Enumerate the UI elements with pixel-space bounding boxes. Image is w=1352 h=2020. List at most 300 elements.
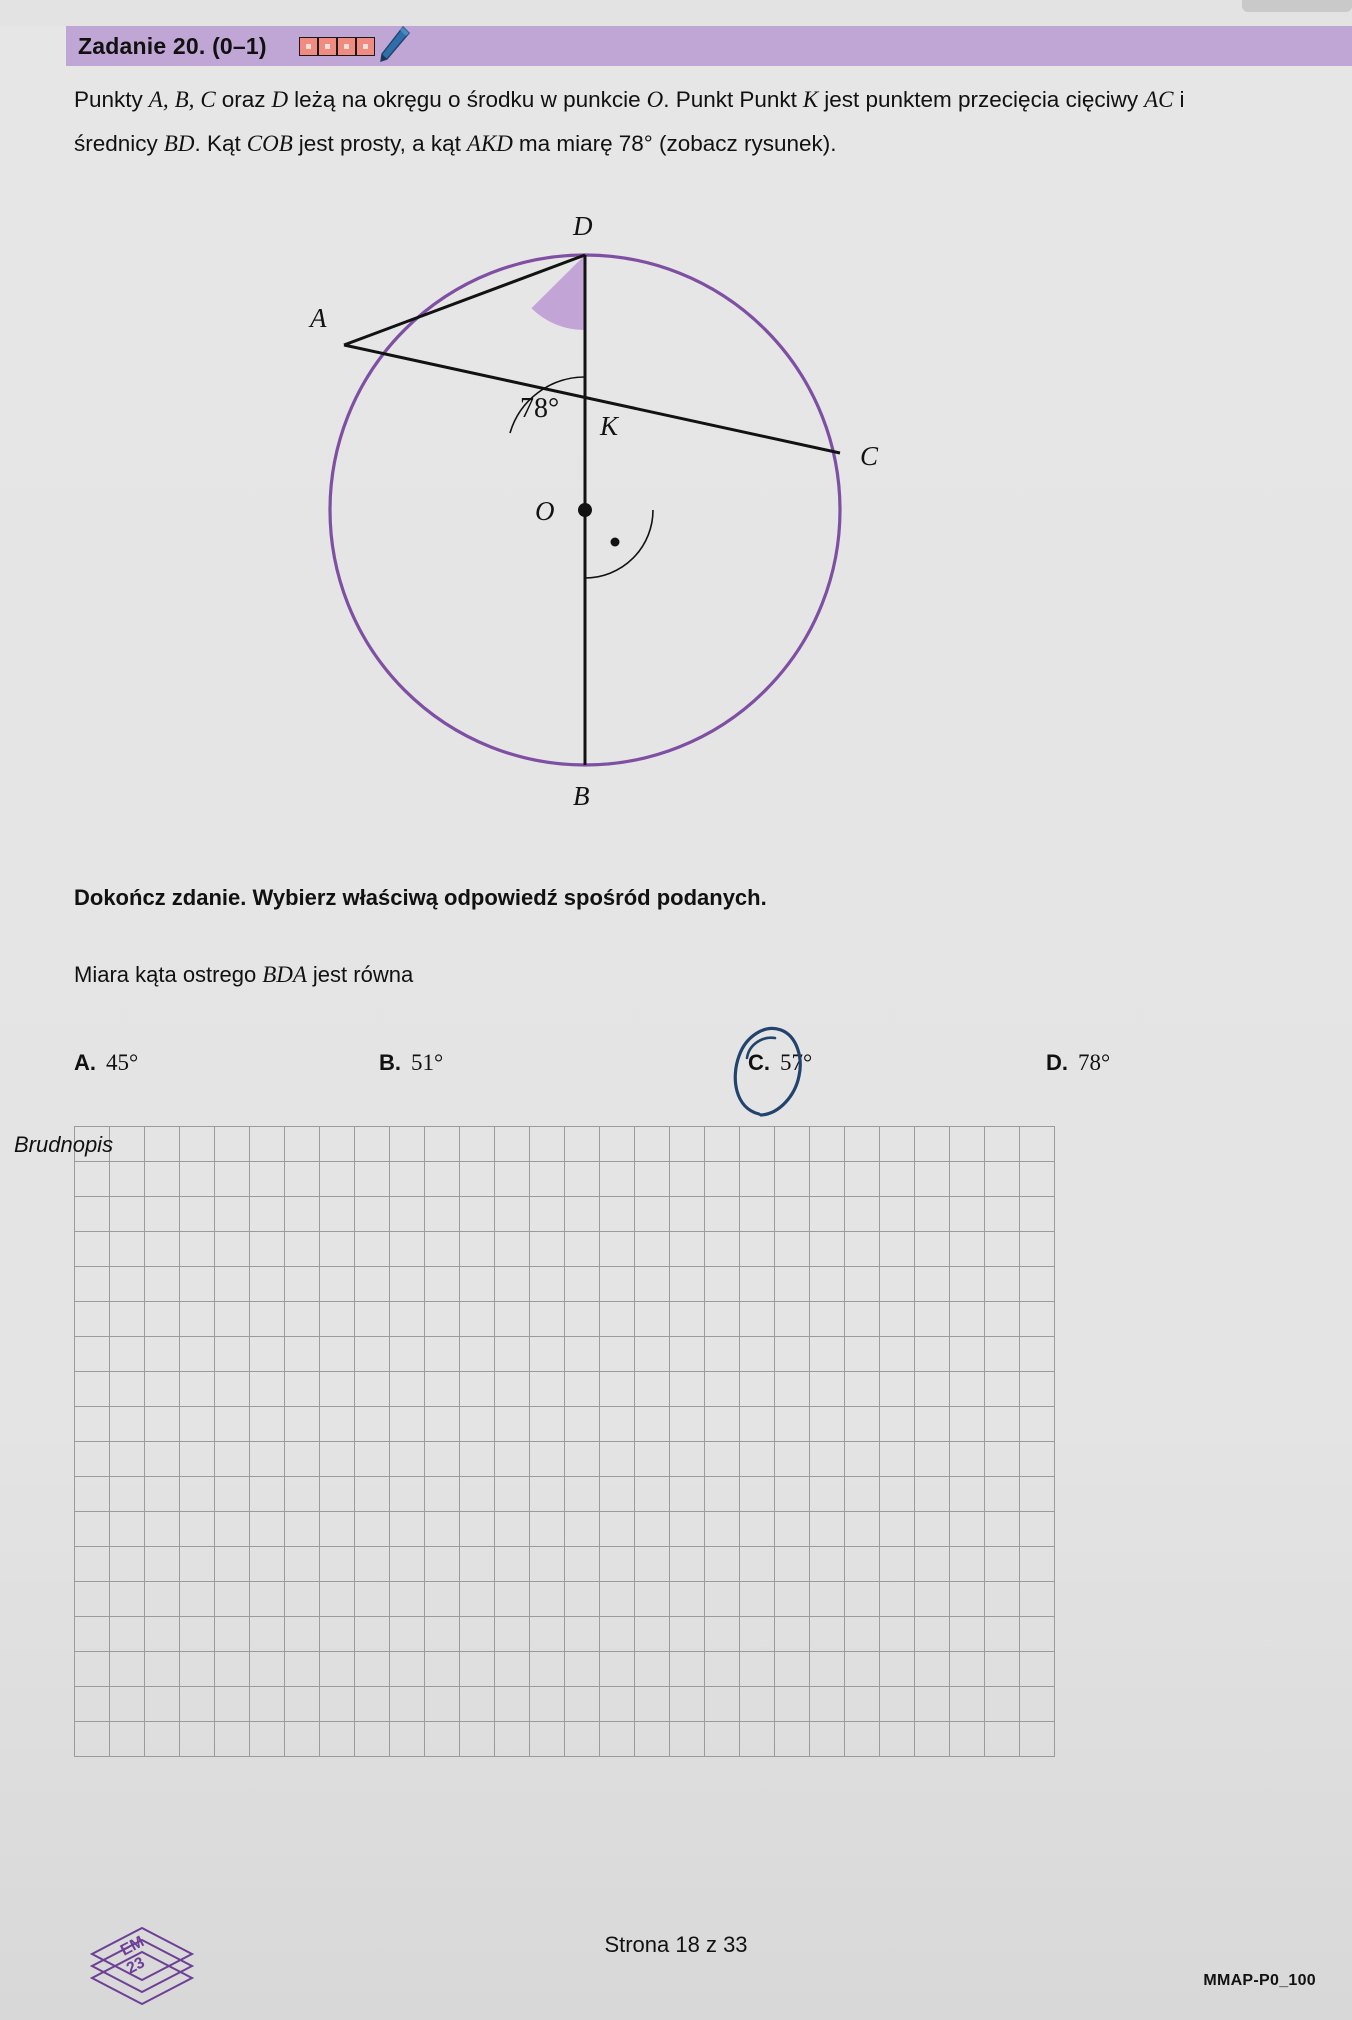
scratch-grid-cell[interactable]: [215, 1127, 250, 1162]
scratch-grid-cell[interactable]: [355, 1582, 390, 1617]
scratch-grid-cell[interactable]: [950, 1582, 985, 1617]
scratch-grid-cell[interactable]: [670, 1547, 705, 1582]
scratch-grid-cell[interactable]: [145, 1442, 180, 1477]
scratch-grid-cell[interactable]: [355, 1372, 390, 1407]
scratch-grid-cell[interactable]: [320, 1407, 355, 1442]
scratch-grid-cell[interactable]: [740, 1617, 775, 1652]
scratch-grid-cell[interactable]: [320, 1372, 355, 1407]
scratch-grid-cell[interactable]: [670, 1127, 705, 1162]
scratch-grid-cell[interactable]: [180, 1477, 215, 1512]
scratch-grid-cell[interactable]: [985, 1267, 1020, 1302]
scratch-grid-cell[interactable]: [285, 1372, 320, 1407]
scratch-grid-cell[interactable]: [390, 1442, 425, 1477]
scratch-grid-cell[interactable]: [180, 1267, 215, 1302]
scratch-grid-cell[interactable]: [460, 1512, 495, 1547]
scratch-grid-cell[interactable]: [145, 1687, 180, 1722]
scratch-grid-cell[interactable]: [215, 1512, 250, 1547]
scratch-grid-cell[interactable]: [880, 1442, 915, 1477]
scratch-grid-cell[interactable]: [775, 1407, 810, 1442]
scratch-grid-cell[interactable]: [425, 1302, 460, 1337]
scratch-grid-cell[interactable]: [390, 1267, 425, 1302]
scratch-grid-cell[interactable]: [1020, 1302, 1055, 1337]
scratch-grid-cell[interactable]: [320, 1512, 355, 1547]
scratch-grid-cell[interactable]: [565, 1232, 600, 1267]
scratch-grid-cell[interactable]: [250, 1232, 285, 1267]
scratch-grid-cell[interactable]: [460, 1232, 495, 1267]
scratch-grid-cell[interactable]: [530, 1687, 565, 1722]
scratch-grid-cell[interactable]: [250, 1197, 285, 1232]
scratch-grid-cell[interactable]: [915, 1722, 950, 1757]
scratch-grid-cell[interactable]: [425, 1127, 460, 1162]
scratch-grid-cell[interactable]: [145, 1372, 180, 1407]
scratch-grid-cell[interactable]: [215, 1232, 250, 1267]
scratch-grid-cell[interactable]: [1020, 1547, 1055, 1582]
scratch-grid-cell[interactable]: [845, 1687, 880, 1722]
scratch-grid-cell[interactable]: [845, 1722, 880, 1757]
scratch-grid-cell[interactable]: [705, 1127, 740, 1162]
scratch-grid-cell[interactable]: [565, 1547, 600, 1582]
scratch-grid-cell[interactable]: [600, 1477, 635, 1512]
scratch-grid-cell[interactable]: [880, 1267, 915, 1302]
scratch-grid-cell[interactable]: [845, 1617, 880, 1652]
scratch-grid-cell[interactable]: [635, 1617, 670, 1652]
scratch-grid-cell[interactable]: [810, 1547, 845, 1582]
scratch-grid-cell[interactable]: [530, 1127, 565, 1162]
scratch-grid-cell[interactable]: [530, 1302, 565, 1337]
scratch-grid-cell[interactable]: [180, 1617, 215, 1652]
scratch-grid-cell[interactable]: [145, 1302, 180, 1337]
scratch-grid-cell[interactable]: [670, 1267, 705, 1302]
scratch-grid-cell[interactable]: [950, 1197, 985, 1232]
scratch-grid-cell[interactable]: [845, 1582, 880, 1617]
scratch-grid-cell[interactable]: [670, 1302, 705, 1337]
scratch-grid-cell[interactable]: [425, 1267, 460, 1302]
scratch-grid-cell[interactable]: [600, 1197, 635, 1232]
scratch-grid-cell[interactable]: [810, 1477, 845, 1512]
scratch-grid-cell[interactable]: [950, 1302, 985, 1337]
scratch-grid-cell[interactable]: [705, 1162, 740, 1197]
scratch-grid-cell[interactable]: [145, 1267, 180, 1302]
scratch-grid-cell[interactable]: [390, 1337, 425, 1372]
scratch-grid-cell[interactable]: [1020, 1652, 1055, 1687]
scratch-grid-cell[interactable]: [460, 1442, 495, 1477]
scratch-grid-cell[interactable]: [880, 1722, 915, 1757]
scratch-grid-cell[interactable]: [285, 1617, 320, 1652]
scratch-grid-cell[interactable]: [880, 1197, 915, 1232]
scratch-grid-cell[interactable]: [845, 1407, 880, 1442]
scratch-grid-cell[interactable]: [915, 1232, 950, 1267]
scratch-grid-cell[interactable]: [950, 1127, 985, 1162]
scratch-grid-cell[interactable]: [495, 1582, 530, 1617]
scratch-grid-cell[interactable]: [950, 1617, 985, 1652]
scratch-grid-cell[interactable]: [390, 1722, 425, 1757]
scratch-grid-cell[interactable]: [145, 1722, 180, 1757]
scratch-grid-cell[interactable]: [215, 1617, 250, 1652]
scratch-grid-cell[interactable]: [425, 1617, 460, 1652]
scratch-grid-cell[interactable]: [320, 1582, 355, 1617]
scratch-grid-cell[interactable]: [565, 1197, 600, 1232]
scratch-grid-cell[interactable]: [670, 1162, 705, 1197]
scratch-grid-cell[interactable]: [180, 1302, 215, 1337]
scratch-grid-cell[interactable]: [600, 1162, 635, 1197]
scratch-grid-cell[interactable]: [285, 1687, 320, 1722]
scratch-grid-cell[interactable]: [985, 1337, 1020, 1372]
scratch-grid-cell[interactable]: [775, 1267, 810, 1302]
scratch-grid-cell[interactable]: [75, 1372, 110, 1407]
scratch-grid-cell[interactable]: [600, 1687, 635, 1722]
scratch-grid-cell[interactable]: [215, 1722, 250, 1757]
scratch-grid-cell[interactable]: [75, 1197, 110, 1232]
scratch-grid-cell[interactable]: [950, 1687, 985, 1722]
scratch-grid-cell[interactable]: [355, 1442, 390, 1477]
scratch-grid-cell[interactable]: [635, 1652, 670, 1687]
scratch-grid-cell[interactable]: [845, 1372, 880, 1407]
scratch-grid-cell[interactable]: [285, 1652, 320, 1687]
scratch-grid-cell[interactable]: [390, 1302, 425, 1337]
scratch-grid-cell[interactable]: [635, 1302, 670, 1337]
scratch-grid-cell[interactable]: [390, 1407, 425, 1442]
scratch-grid-cell[interactable]: [75, 1232, 110, 1267]
scratch-grid-cell[interactable]: [845, 1267, 880, 1302]
scratch-grid-cell[interactable]: [880, 1232, 915, 1267]
scratch-grid-cell[interactable]: [355, 1547, 390, 1582]
scratch-grid-cell[interactable]: [75, 1722, 110, 1757]
scratch-grid-cell[interactable]: [75, 1652, 110, 1687]
scratch-grid-cell[interactable]: [460, 1302, 495, 1337]
scratch-grid-cell[interactable]: [600, 1617, 635, 1652]
scratch-grid-cell[interactable]: [425, 1722, 460, 1757]
scratch-grid-cell[interactable]: [1020, 1197, 1055, 1232]
scratch-grid-cell[interactable]: [880, 1127, 915, 1162]
scratch-grid-cell[interactable]: [145, 1197, 180, 1232]
scratch-grid-cell[interactable]: [775, 1197, 810, 1232]
scratch-grid-cell[interactable]: [495, 1547, 530, 1582]
scratch-grid-cell[interactable]: [705, 1477, 740, 1512]
scratch-grid-cell[interactable]: [915, 1372, 950, 1407]
scratch-grid-cell[interactable]: [880, 1617, 915, 1652]
scratch-grid-cell[interactable]: [495, 1372, 530, 1407]
scratch-grid-cell[interactable]: [145, 1337, 180, 1372]
scratch-grid-cell[interactable]: [600, 1512, 635, 1547]
scratch-grid-cell[interactable]: [320, 1162, 355, 1197]
scratch-grid-cell[interactable]: [110, 1162, 145, 1197]
scratch-grid-cell[interactable]: [180, 1442, 215, 1477]
scratch-grid-cell[interactable]: [915, 1512, 950, 1547]
scratch-grid-cell[interactable]: [775, 1722, 810, 1757]
scratch-grid-cell[interactable]: [145, 1582, 180, 1617]
scratch-grid-cell[interactable]: [250, 1337, 285, 1372]
scratch-grid-cell[interactable]: [390, 1547, 425, 1582]
scratch-grid-cell[interactable]: [320, 1687, 355, 1722]
scratch-grid-cell[interactable]: [145, 1162, 180, 1197]
scratch-grid-cell[interactable]: [810, 1162, 845, 1197]
scratch-grid-cell[interactable]: [565, 1372, 600, 1407]
scratch-grid-cell[interactable]: [950, 1162, 985, 1197]
scratch-grid-cell[interactable]: [285, 1547, 320, 1582]
scratch-grid-cell[interactable]: [145, 1617, 180, 1652]
scratch-grid-cell[interactable]: [740, 1337, 775, 1372]
scratch-grid-cell[interactable]: [810, 1512, 845, 1547]
scratch-grid-cell[interactable]: [1020, 1687, 1055, 1722]
scratch-grid-cell[interactable]: [985, 1232, 1020, 1267]
score-box[interactable]: [299, 37, 318, 56]
scratch-grid-cell[interactable]: [320, 1652, 355, 1687]
scratch-grid-cell[interactable]: [635, 1582, 670, 1617]
scratch-grid-cell[interactable]: [635, 1722, 670, 1757]
scratch-grid-cell[interactable]: [880, 1372, 915, 1407]
scratch-grid-cell[interactable]: [285, 1512, 320, 1547]
scratch-grid-cell[interactable]: [600, 1547, 635, 1582]
scratch-grid-cell[interactable]: [530, 1617, 565, 1652]
scratch-grid-cell[interactable]: [775, 1582, 810, 1617]
scratch-grid-cell[interactable]: [950, 1267, 985, 1302]
scratch-grid-cell[interactable]: [390, 1477, 425, 1512]
scratch-grid-cell[interactable]: [985, 1687, 1020, 1722]
scratch-grid-cell[interactable]: [635, 1477, 670, 1512]
scratch-grid-cell[interactable]: [215, 1197, 250, 1232]
scratch-grid-cell[interactable]: [635, 1232, 670, 1267]
scratch-grid-cell[interactable]: [635, 1127, 670, 1162]
scratch-grid-cell[interactable]: [600, 1582, 635, 1617]
scratch-grid-cell[interactable]: [1020, 1162, 1055, 1197]
scratch-grid-cell[interactable]: [530, 1197, 565, 1232]
scratch-grid-cell[interactable]: [915, 1162, 950, 1197]
scratch-grid-cell[interactable]: [425, 1512, 460, 1547]
scratch-grid-cell[interactable]: [810, 1267, 845, 1302]
scratch-grid-cell[interactable]: [670, 1197, 705, 1232]
scratch-grid-cell[interactable]: [915, 1302, 950, 1337]
scratch-grid-cell[interactable]: [355, 1232, 390, 1267]
scratch-grid-cell[interactable]: [810, 1722, 845, 1757]
scratch-grid-cell[interactable]: [425, 1652, 460, 1687]
scratch-grid-cell[interactable]: [845, 1652, 880, 1687]
scratch-grid-cell[interactable]: [600, 1722, 635, 1757]
scratch-grid-cell[interactable]: [460, 1407, 495, 1442]
scratch-grid-cell[interactable]: [390, 1687, 425, 1722]
scratch-grid-cell[interactable]: [740, 1547, 775, 1582]
scratch-grid-cell[interactable]: [985, 1442, 1020, 1477]
scratch-grid-cell[interactable]: [1020, 1512, 1055, 1547]
scratch-grid-cell[interactable]: [705, 1232, 740, 1267]
scratch-grid-cell[interactable]: [915, 1197, 950, 1232]
scratch-grid-cell[interactable]: [635, 1372, 670, 1407]
scratch-grid-cell[interactable]: [740, 1442, 775, 1477]
scratch-grid-cell[interactable]: [985, 1512, 1020, 1547]
scratch-grid-cell[interactable]: [740, 1372, 775, 1407]
scratch-grid-cell[interactable]: [460, 1267, 495, 1302]
scratch-grid-cell[interactable]: [530, 1162, 565, 1197]
scratch-grid-cell[interactable]: [145, 1477, 180, 1512]
scratch-grid-cell[interactable]: [390, 1512, 425, 1547]
scratch-grid-cell[interactable]: [670, 1407, 705, 1442]
scratch-grid-cell[interactable]: [75, 1302, 110, 1337]
scratch-grid-cell[interactable]: [880, 1477, 915, 1512]
scratch-grid-cell[interactable]: [985, 1722, 1020, 1757]
scratch-grid-cell[interactable]: [320, 1232, 355, 1267]
scratch-grid-cell[interactable]: [180, 1372, 215, 1407]
scratch-grid-cell[interactable]: [250, 1652, 285, 1687]
scratch-grid-cell[interactable]: [460, 1722, 495, 1757]
scratch-grid-cell[interactable]: [635, 1267, 670, 1302]
scratch-grid-cell[interactable]: [1020, 1407, 1055, 1442]
scratch-grid-cell[interactable]: [775, 1162, 810, 1197]
scratch-grid-cell[interactable]: [705, 1547, 740, 1582]
scratch-grid-cell[interactable]: [110, 1512, 145, 1547]
scratch-grid-cell[interactable]: [495, 1162, 530, 1197]
scratch-grid-cell[interactable]: [775, 1477, 810, 1512]
scratch-grid-cell[interactable]: [915, 1617, 950, 1652]
scratch-grid-cell[interactable]: [810, 1442, 845, 1477]
scratch-grid-cell[interactable]: [250, 1127, 285, 1162]
scratch-grid-cell[interactable]: [670, 1232, 705, 1267]
scratch-grid-cell[interactable]: [320, 1197, 355, 1232]
scratch-grid-cell[interactable]: [915, 1127, 950, 1162]
score-box[interactable]: [337, 37, 356, 56]
scratch-grid-cell[interactable]: [740, 1162, 775, 1197]
scratch-grid-cell[interactable]: [985, 1652, 1020, 1687]
scratch-grid-cell[interactable]: [355, 1617, 390, 1652]
scratch-grid-cell[interactable]: [985, 1582, 1020, 1617]
scratch-grid-cell[interactable]: [670, 1337, 705, 1372]
scratch-grid-cell[interactable]: [845, 1477, 880, 1512]
scratch-grid-cell[interactable]: [635, 1687, 670, 1722]
scratch-grid-cell[interactable]: [880, 1547, 915, 1582]
scratch-grid-cell[interactable]: [285, 1477, 320, 1512]
scratch-grid-cell[interactable]: [985, 1302, 1020, 1337]
scratch-grid-cell[interactable]: [1020, 1582, 1055, 1617]
scratch-grid-cell[interactable]: [215, 1372, 250, 1407]
scratch-grid-cell[interactable]: [110, 1127, 145, 1162]
scratch-grid-cell[interactable]: [915, 1407, 950, 1442]
scratch-grid-cell[interactable]: [75, 1477, 110, 1512]
scratch-grid-cell[interactable]: [285, 1722, 320, 1757]
scratch-grid-cell[interactable]: [355, 1162, 390, 1197]
scratch-grid-cell[interactable]: [810, 1337, 845, 1372]
scratch-grid-cell[interactable]: [775, 1372, 810, 1407]
scratch-grid-cell[interactable]: [460, 1477, 495, 1512]
scratch-grid-cell[interactable]: [460, 1127, 495, 1162]
scratch-grid-cell[interactable]: [250, 1267, 285, 1302]
scratch-grid-cell[interactable]: [915, 1267, 950, 1302]
scratch-grid-cell[interactable]: [705, 1302, 740, 1337]
scratch-grid-cell[interactable]: [950, 1477, 985, 1512]
scratch-grid-cell[interactable]: [495, 1477, 530, 1512]
scratch-grid-cell[interactable]: [600, 1442, 635, 1477]
scratch-grid-cell[interactable]: [215, 1337, 250, 1372]
scratch-grid-cell[interactable]: [110, 1722, 145, 1757]
scratch-grid-cell[interactable]: [530, 1442, 565, 1477]
scratch-grid-cell[interactable]: [495, 1232, 530, 1267]
scratch-grid-cell[interactable]: [985, 1407, 1020, 1442]
scratch-grid-cell[interactable]: [705, 1687, 740, 1722]
answer-option-b[interactable]: [379, 1050, 443, 1076]
scratch-grid-cell[interactable]: [355, 1652, 390, 1687]
scratch-grid-cell[interactable]: [460, 1547, 495, 1582]
scratch-grid-cell[interactable]: [880, 1652, 915, 1687]
scratch-grid-cell[interactable]: [845, 1512, 880, 1547]
scratch-grid-cell[interactable]: [425, 1442, 460, 1477]
scratch-grid-cell[interactable]: [880, 1302, 915, 1337]
scratch-grid-cell[interactable]: [460, 1687, 495, 1722]
scratch-grid-cell[interactable]: [950, 1337, 985, 1372]
scratch-grid-cell[interactable]: [110, 1652, 145, 1687]
scratch-grid-cell[interactable]: [810, 1407, 845, 1442]
scratch-grid-cell[interactable]: [495, 1302, 530, 1337]
scratch-grid-cell[interactable]: [215, 1407, 250, 1442]
scratch-grid-cell[interactable]: [250, 1162, 285, 1197]
scratch-grid-cell[interactable]: [250, 1372, 285, 1407]
scratch-grid-cell[interactable]: [985, 1372, 1020, 1407]
scratch-grid-cell[interactable]: [425, 1407, 460, 1442]
scratch-grid-cell[interactable]: [1020, 1232, 1055, 1267]
scratch-grid-cell[interactable]: [110, 1582, 145, 1617]
scratch-grid-cell[interactable]: [75, 1337, 110, 1372]
scratch-grid-cell[interactable]: [285, 1582, 320, 1617]
scratch-grid-cell[interactable]: [355, 1512, 390, 1547]
scratch-grid-cell[interactable]: [740, 1652, 775, 1687]
scratch-grid-cell[interactable]: [250, 1547, 285, 1582]
scratch-grid-cell[interactable]: [145, 1652, 180, 1687]
scratch-grid-cell[interactable]: [180, 1162, 215, 1197]
scratch-grid-cell[interactable]: [880, 1512, 915, 1547]
scratch-grid-cell[interactable]: [740, 1722, 775, 1757]
scratch-grid-cell[interactable]: [845, 1442, 880, 1477]
scratch-grid-cell[interactable]: [110, 1617, 145, 1652]
scratch-grid-cell[interactable]: [180, 1127, 215, 1162]
scratch-grid-cell[interactable]: [740, 1407, 775, 1442]
scratch-grid-cell[interactable]: [915, 1652, 950, 1687]
scratch-grid-cell[interactable]: [425, 1372, 460, 1407]
scratch-grid-cell[interactable]: [355, 1687, 390, 1722]
scratch-grid-cell[interactable]: [705, 1337, 740, 1372]
scratch-grid-cell[interactable]: [110, 1372, 145, 1407]
scratch-grid-cell[interactable]: [530, 1512, 565, 1547]
scratch-grid-cell[interactable]: [530, 1337, 565, 1372]
answer-option-d[interactable]: [1046, 1050, 1110, 1076]
scratch-grid-cell[interactable]: [775, 1302, 810, 1337]
scratch-grid-cell[interactable]: [635, 1512, 670, 1547]
scratch-grid-cell[interactable]: [810, 1197, 845, 1232]
scratch-grid-cell[interactable]: [75, 1512, 110, 1547]
scratch-grid-cell[interactable]: [1020, 1337, 1055, 1372]
scratch-grid-cell[interactable]: [985, 1197, 1020, 1232]
scratch-grid-cell[interactable]: [880, 1337, 915, 1372]
scratch-grid-cell[interactable]: [565, 1722, 600, 1757]
scratch-grid-cell[interactable]: [740, 1302, 775, 1337]
scratch-grid-cell[interactable]: [880, 1162, 915, 1197]
scratch-grid-cell[interactable]: [460, 1652, 495, 1687]
scratch-grid-cell[interactable]: [705, 1267, 740, 1302]
scratch-grid-cell[interactable]: [215, 1547, 250, 1582]
scratch-grid-cell[interactable]: [530, 1652, 565, 1687]
scratch-grid-cell[interactable]: [495, 1442, 530, 1477]
scratch-grid-cell[interactable]: [810, 1617, 845, 1652]
scratch-grid-cell[interactable]: [740, 1687, 775, 1722]
scratch-grid-cell[interactable]: [705, 1582, 740, 1617]
scratch-grid-cell[interactable]: [425, 1197, 460, 1232]
scratch-grid-cell[interactable]: [985, 1162, 1020, 1197]
scratch-grid-cell[interactable]: [775, 1232, 810, 1267]
scratch-grid-cell[interactable]: [600, 1372, 635, 1407]
scratch-grid-cell[interactable]: [635, 1407, 670, 1442]
scratch-grid-cell[interactable]: [75, 1442, 110, 1477]
scratch-grid-cell[interactable]: [75, 1407, 110, 1442]
scratch-grid-cell[interactable]: [950, 1512, 985, 1547]
scratch-grid-cell[interactable]: [845, 1337, 880, 1372]
scratch-grid-cell[interactable]: [250, 1302, 285, 1337]
scratch-grid-cell[interactable]: [75, 1687, 110, 1722]
scratch-grid-cell[interactable]: [495, 1197, 530, 1232]
